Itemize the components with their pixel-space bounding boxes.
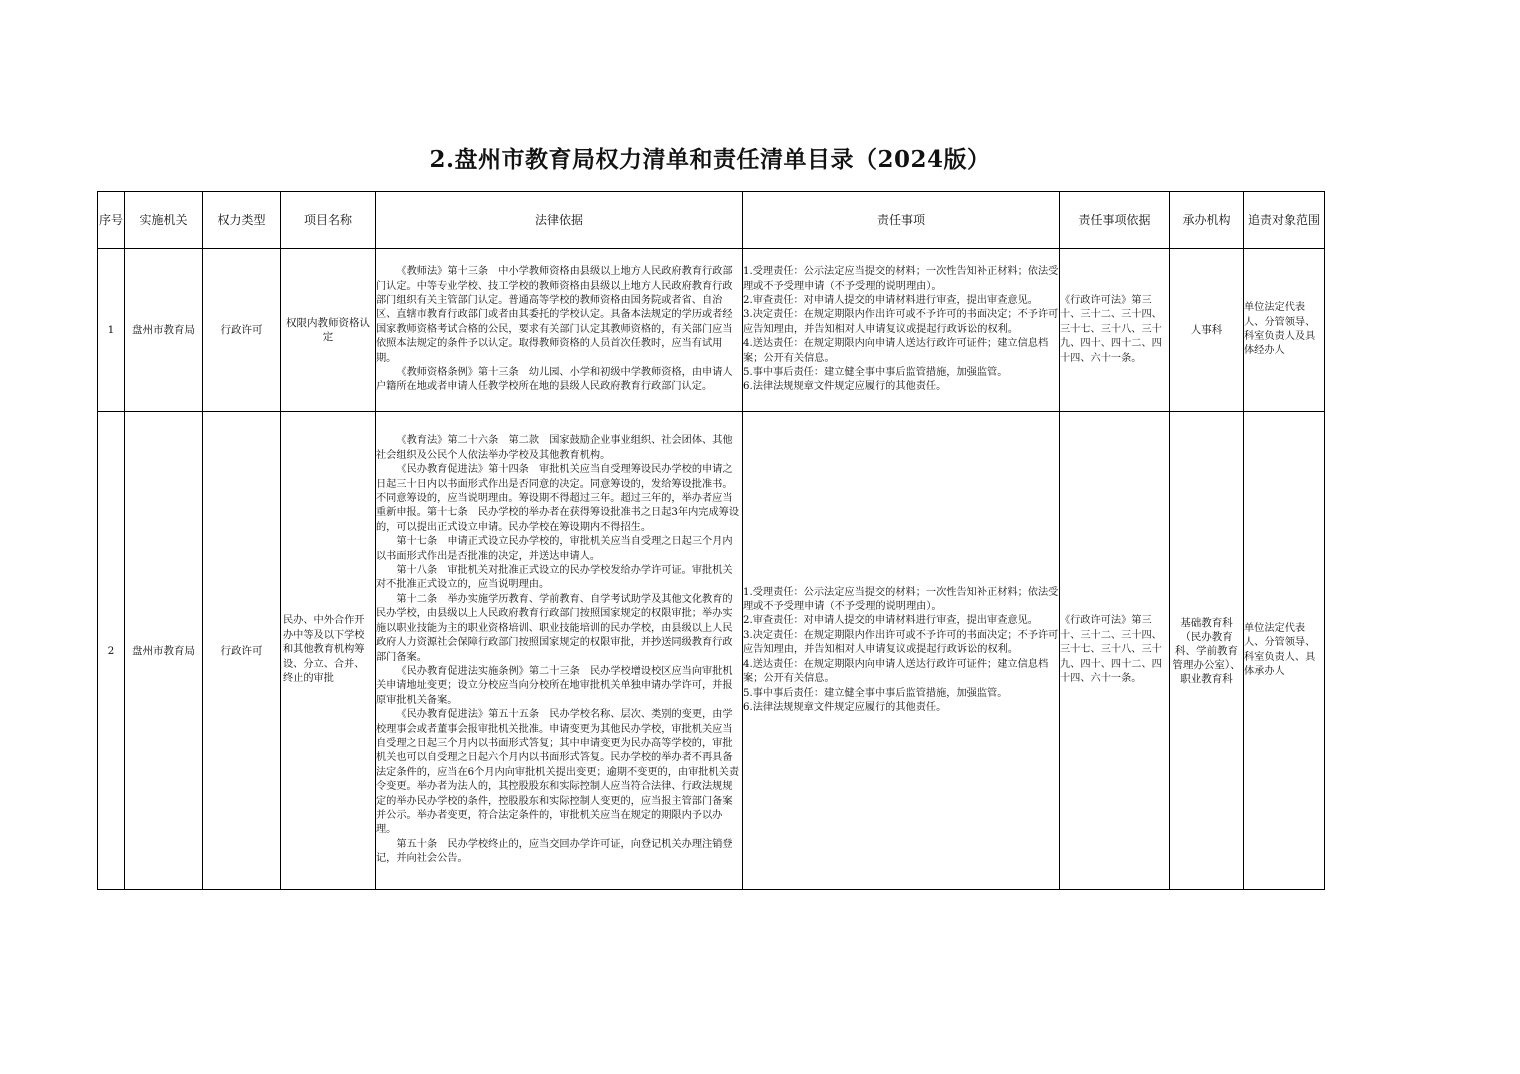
resp-item: 3.决定责任：在规定期限内作出许可或不予许可的书面决定；不予许可应告知理由，并告知相对人申请复议或提起行政诉讼的权利。 — [743, 629, 1059, 656]
cell-no: 1 — [98, 249, 125, 412]
cell-item: 民办、中外合作开办中等及以下学校和其他教育机构筹设、分立、合并、终止的审批 — [281, 412, 376, 890]
cell-item: 权限内教师资格认定 — [281, 249, 376, 412]
page-title: 2.盘州市教育局权力清单和责任清单目录（2024版） — [429, 146, 991, 173]
header-resp: 责任事项 — [743, 192, 1060, 249]
header-org: 实施机关 — [125, 192, 203, 249]
header-dept: 承办机构 — [1170, 192, 1244, 249]
resp-item: 5.事中事后责任：建立健全事中事后监管措施，加强监管。 — [743, 687, 1008, 699]
cell-dept: 基础教育科（民办教育科、学前教育管理办公室）、职业教育科 — [1170, 412, 1244, 890]
cell-basis: 《行政许可法》第三十、三十二、三十四、三十七、三十八、三十九、四十、四十二、四十四、六十一条。 — [1060, 412, 1170, 890]
header-item: 项目名称 — [281, 192, 376, 249]
law-paragraph: 第十八条 审批机关对批准正式设立的民办学校发给办学许可证。审批机关对不批准正式设立的，应当说明理由。 — [376, 565, 733, 591]
header-basis: 责任事项依据 — [1060, 192, 1170, 249]
cell-resp — [743, 412, 1060, 890]
cell-resp — [743, 249, 1060, 412]
cell-law — [376, 249, 743, 412]
resp-item: 2.审查责任：对申请人提交的申请材料进行审查，提出审查意见。 — [743, 294, 1038, 306]
law-paragraph: 《教师法》第十三条 中小学教师资格由县级以上地方人民政府教育行政部门认定。中等专业学校、技工学校的教师资格由县级以上地方人民政府教育行政部门组织有关主管部门认定。普通高等学校的教师资格由国务院或者省、自治区、直辖市教育行政部门或者由其委托的学校认定。具备本法规定的学历或者经国家教师资格考试合格的公民，要求有关部门认定其教师资格的，有关部门应当依照本法规定的条件予以认定。取得教师资格的人员首次任教时，应当有试用期。 — [376, 266, 733, 364]
table-row — [98, 249, 1325, 412]
resp-item: 1.受理责任：公示法定应当提交的材料；一次性告知补正材料；依法受理或不予受理申请（不予受理的说明理由）。 — [743, 586, 1059, 613]
cell-org: 盘州市教育局 — [125, 249, 203, 412]
header-no: 序号 — [98, 192, 125, 249]
resp-item: 6.法律法规规章文件规定应履行的其他责任。 — [743, 381, 947, 393]
table-header-row — [98, 192, 1325, 249]
header-type: 权力类型 — [203, 192, 281, 249]
cell-type: 行政许可 — [203, 249, 281, 412]
law-paragraph: 第十二条 举办实施学历教育、学前教育、自学考试助学及其他文化教育的民办学校，由县级以上人民政府教育行政部门按照国家规定的权限审批；举办实施以职业技能为主的职业资格培训、职业技能培训的民办学校，由县级以上人民政府人力资源社会保障行政部门按照国家规定的权限审批，并抄送同级教育行政部门备案。 — [376, 593, 733, 663]
law-paragraph: 第五十条 民办学校终止的，应当交回办学许可证，向登记机关办理注销登记，并向社会公告。 — [376, 838, 733, 865]
resp-item: 1.受理责任：公示法定应当提交的材料；一次性告知补正材料；依法受理或不予受理申请（不予受理的说明理由）。 — [743, 266, 1059, 292]
resp-item: 5.事中事后责任：建立健全事中事后监管措施，加强监管。 — [743, 367, 1008, 379]
header-target: 追责对象范围 — [1244, 192, 1325, 249]
law-paragraph: 《民办教育促进法》第十四条 审批机关应当自受理筹设民办学校的申请之日起三十日内以书面形式作出是否同意的决定。同意筹设的，发给筹设批准书。不同意筹设的，应当说明理由。筹设期不得超过三年。超过三年的，举办者应当重新申报。第十七条 民办学校的举办者在获得筹设批准书之日起3年内完成筹设的，可以提出正式设立申请。民办学校在筹设期内不得招生。 — [376, 464, 740, 533]
resp-item: 4.送达责任：在规定期限内向申请人送达行政许可证件；建立信息档案；公开有关信息。 — [743, 338, 1049, 364]
resp-item: 3.决定责任：在规定期限内作出许可或不予许可的书面决定；不予许可应告知理由，并告知相对人申请复议或提起行政诉讼的权利。 — [743, 309, 1059, 335]
cell-target: 单位法定代表人、分管领导、科室负责人、具体承办人 — [1244, 412, 1325, 890]
law-paragraph: 《教育法》第二十六条 第二款 国家鼓励企业事业组织、社会团体、其他社会组织及公民个人依法举办学校及其他教育机构。 — [376, 435, 733, 461]
cell-no: 2 — [98, 412, 125, 890]
resp-item: 2.审查责任：对申请人提交的申请材料进行审查，提出审查意见。 — [743, 615, 1038, 627]
cell-type: 行政许可 — [203, 412, 281, 890]
cell-org: 盘州市教育局 — [125, 412, 203, 890]
law-paragraph: 《教师资格条例》第十三条 幼儿园、小学和初级中学教师资格，由申请人户籍所在地或者申请人任教学校所在地的县级人民政府教育行政部门认定。 — [376, 367, 733, 393]
cell-law — [376, 412, 743, 890]
cell-basis: 《行政许可法》第三十、三十二、三十四、三十七、三十八、三十九、四十、四十二、四十四、六十一条。 — [1060, 249, 1170, 412]
cell-dept: 人事科 — [1170, 249, 1244, 412]
power-list-table — [97, 191, 1325, 890]
header-law: 法律依据 — [376, 192, 743, 249]
resp-item: 4.送达责任：在规定期限内向申请人送达行政许可证件；建立信息档案；公开有关信息。 — [743, 658, 1049, 685]
law-paragraph: 《民办教育促进法实施条例》第二十三条 民办学校增设校区应当向审批机关申请地址变更；设立分校应当向分校所在地审批机关单独申请办学许可，并报原审批机关备案。 — [376, 665, 733, 706]
law-paragraph: 第十七条 申请正式设立民办学校的，审批机关应当自受理之日起三个月内以书面形式作出是否批准的决定，并送达申请人。 — [376, 536, 733, 562]
table-row — [98, 412, 1325, 890]
cell-target: 单位法定代表人、分管领导、科室负责人及具体经办人 — [1244, 249, 1325, 412]
resp-item: 6.法律法规规章文件规定应履行的其他责任。 — [743, 701, 947, 713]
law-paragraph: 《民办教育促进法》第五十五条 民办学校名称、层次、类别的变更，由学校理事会或者董事会报审批机关批准。申请变更为其他民办学校，审批机关应当自受理之日起三个月内以书面形式答复；其中申请变更为民办高等学校的，审批机关也可以自受理之日起六个月内以书面形式答复。民办学校的举办者不再具备法定条件的，应当在6个月内向审批机关提出变更；逾期不变更的，由审批机关责令变更。举办者为法人的，其控股股东和实际控制人应当符合法律、行政法规规定的举办民办学校的条件，控股股东和实际控制人变更的，应当报主管部门备案并公示。举办者变更，符合法定条件的，审批机关应当在规定的期限内予以办理。 — [376, 709, 740, 836]
